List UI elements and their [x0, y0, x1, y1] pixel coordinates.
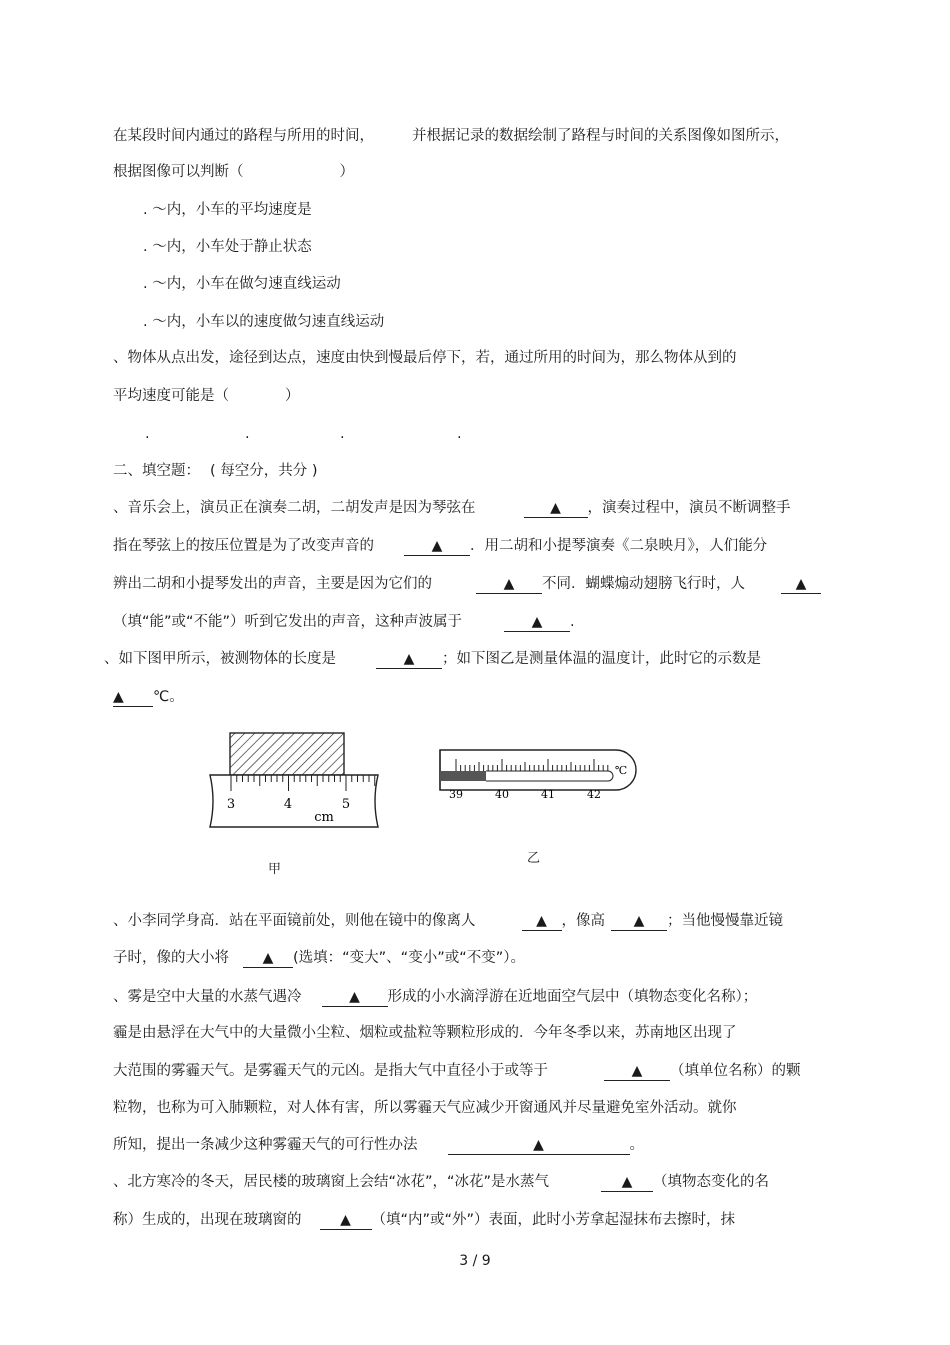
page-number: 3 / 9 — [459, 1253, 491, 1269]
q-music-line2: 指在琴弦上的按压位置是为了改变声音的 ▲ ．用二胡和小提琴演奏《二泉映月》，人们能分 — [113, 538, 768, 554]
ruler-body — [210, 775, 378, 827]
thermo-label-42: 42 — [587, 788, 601, 801]
q-measure-line1: 、如下图甲所示，被测物体的长度是 ▲ ；如下图乙是测量体温的温度计，此时它的示数是 — [104, 651, 761, 667]
answer-blank[interactable]: ▲ — [781, 575, 821, 594]
ruler-label-4: 4 — [283, 797, 293, 812]
answer-blank[interactable]: ▲ — [113, 688, 153, 707]
q-prev-option-a: . ～内，小车的平均速度是 — [143, 202, 312, 218]
q-fog-line3: 大范围的雾霾天气。是雾霾天气的元凶。是指大气中直径小于或等于 ▲ （填单位名称）的颗 — [113, 1063, 801, 1079]
q-mirror-line2: 子时，像的大小将 ▲ (选填：“变大”、“变小”或“不变”）。 — [113, 950, 525, 966]
answer-blank[interactable]: ▲ — [320, 1211, 372, 1230]
thermometer-caption: 乙 — [527, 851, 541, 866]
q-prev-line1: 在某段时间内通过的路程与所用的时间， 并根据记录的数据绘制了路程与时间的关系图像如图所示， — [113, 128, 789, 144]
q-music-line3: 辨出二胡和小提琴发出的声音，主要是因为它们的 ▲ 不同．蝴蝶煽动翅膀飞行时，人 ▲ — [113, 574, 821, 594]
measured-object — [230, 733, 344, 775]
mercury-column — [440, 771, 486, 781]
q-next-line2: 平均速度可能是（ ） — [113, 388, 300, 404]
answer-blank[interactable]: ▲ — [243, 949, 293, 968]
q-next-line1: 、物体从点出发，途径到达点，速度由快到慢最后停下，若，通过所用的时间为，那么物体从到的 — [113, 350, 737, 366]
answer-blank[interactable]: ▲ — [448, 1136, 630, 1155]
q-next-option-d: . — [457, 426, 462, 442]
ruler-unit: cm — [314, 810, 334, 825]
q-next-option-b: . — [245, 426, 250, 442]
thermo-label-40: 40 — [495, 788, 509, 801]
q-fog-line2: 霾是由悬浮在大气中的大量微小尘粒、烟粒或盐粒等颗粒形成的．今年冬季以来，苏南地区出现了 — [113, 1025, 737, 1041]
ruler-caption: 甲 — [268, 862, 282, 877]
thermo-label-39: 39 — [449, 788, 463, 801]
q-mirror-line1: 、小李同学身高．站在平面镜前处，则他在镜中的像离人 ▲ ，像高 ▲ ；当他慢慢靠近镜 — [113, 913, 783, 929]
answer-blank[interactable]: ▲ — [322, 988, 388, 1007]
answer-blank[interactable]: ▲ — [604, 1062, 670, 1081]
q-fog-line5: 所知，提出一条减少这种雾霾天气的可行性办法 ▲ 。 — [113, 1137, 644, 1153]
ruler-figure — [200, 728, 390, 833]
answer-blank[interactable]: ▲ — [611, 912, 667, 931]
answer-blank[interactable]: ▲ — [376, 650, 442, 669]
q-music-line4: （填“能”或“不能”）听到它发出的声音，这种声波属于 ▲ . — [113, 614, 575, 630]
answer-blank[interactable]: ▲ — [524, 499, 588, 518]
q-prev-line2: 根据图像可以判断（ ） — [113, 164, 354, 180]
q-prev-option-d: . ～内，小车以的速度做匀速直线运动 — [143, 314, 385, 330]
answer-blank[interactable]: ▲ — [601, 1173, 653, 1192]
answer-blank[interactable]: ▲ — [476, 575, 542, 594]
q-prev-option-c: . ～内，小车在做匀速直线运动 — [143, 276, 341, 292]
ruler-label-5: 5 — [341, 797, 351, 812]
q-measure-line2: ▲ ℃。 — [113, 689, 184, 705]
answer-blank[interactable]: ▲ — [404, 537, 470, 556]
q-music-line1: 、音乐会上，演员正在演奏二胡，二胡发声是因为琴弦在 ▲ ，演奏过程中，演员不断调整手 — [113, 500, 791, 516]
answer-blank[interactable]: ▲ — [504, 613, 570, 632]
q-next-option-a: . — [145, 426, 150, 442]
q-frost-line1: 、北方寒冷的冬天，居民楼的玻璃窗上会结“冰花”，“冰花”是水蒸气 ▲ （填物态变化的名 — [113, 1174, 770, 1190]
q-fog-line1: 、雾是空中大量的水蒸气遇冷 ▲ 形成的小水滴浮游在近地面空气层中（填物态变化名称）； — [113, 989, 758, 1005]
thermo-label-41: 41 — [541, 788, 555, 801]
thermometer-figure — [428, 744, 638, 804]
answer-blank[interactable]: ▲ — [522, 912, 562, 931]
thermo-unit: ℃ — [614, 764, 628, 777]
q-frost-line2: 称）生成的，出现在玻璃窗的 ▲ （填“内”或“外”）表面，此时小芳拿起湿抹布去擦时，抹 — [113, 1212, 736, 1228]
q-next-option-c: . — [340, 426, 345, 442]
q-fog-line4: 粒物，也称为可入肺颗粒，对人体有害，所以雾霾天气应减少开窗通风并尽量避免室外活动。就你 — [113, 1100, 737, 1116]
q-prev-option-b: . ～内，小车处于静止状态 — [143, 239, 312, 255]
section-title: 二、填空题： ( 每空分，共分 ) — [113, 463, 318, 479]
ruler-label-3: 3 — [226, 797, 236, 812]
